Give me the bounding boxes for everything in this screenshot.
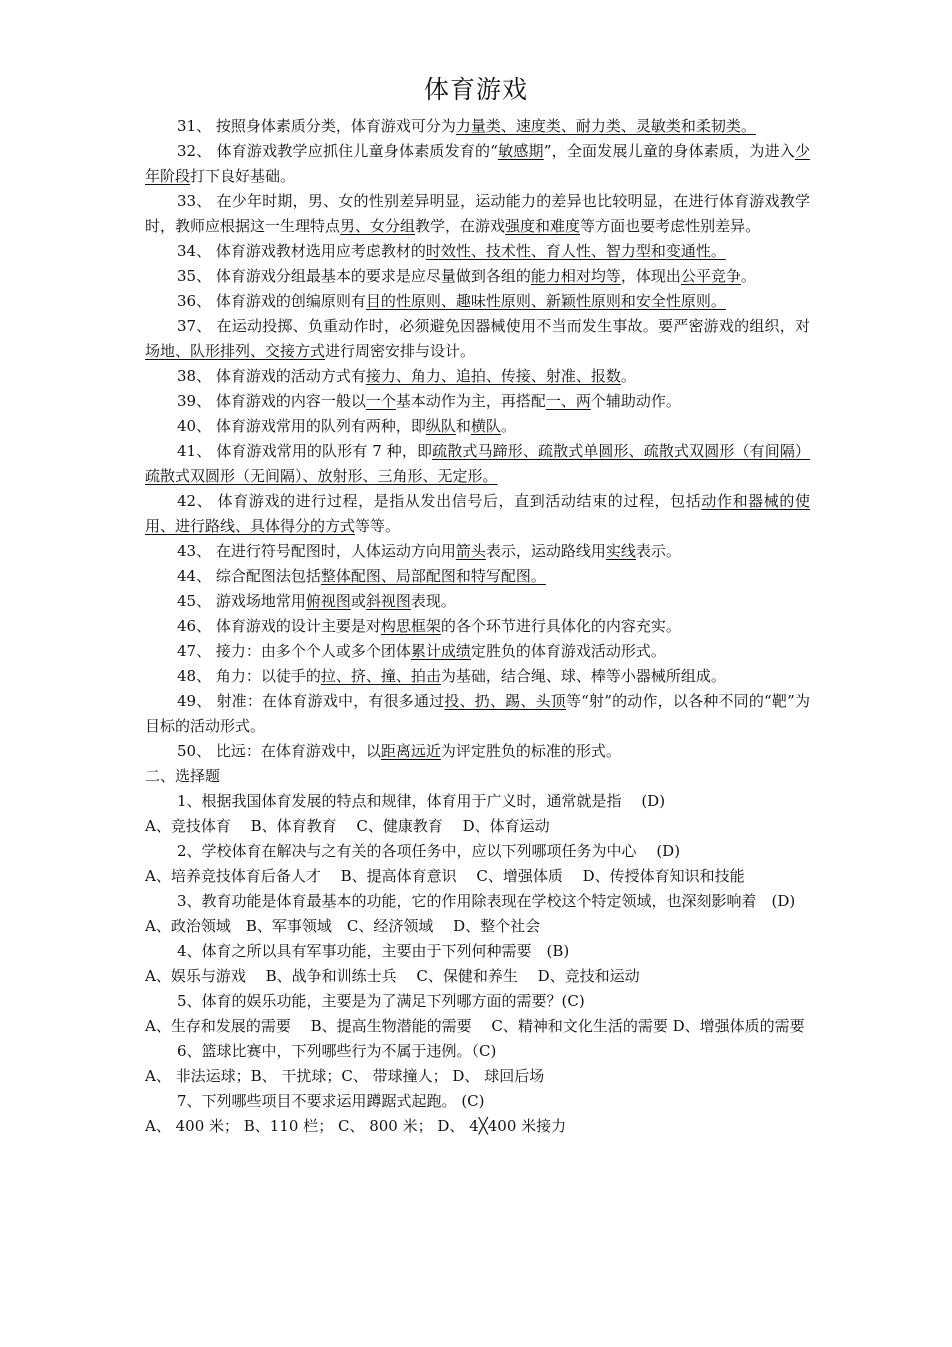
question-text: 为基础，结合绳、球、棒等小器械所组成。 bbox=[440, 667, 726, 685]
fill-question bbox=[145, 739, 810, 764]
question-text: 50、 比远：在体育游戏中，以 bbox=[177, 742, 381, 760]
question-text: 等等。 bbox=[355, 517, 401, 535]
fill-question bbox=[145, 189, 810, 239]
answer-text: 目的性原则、趣味性原则、新颖性原则和安全性原则。 bbox=[365, 292, 726, 310]
choice-question: 1、根据我国体育发展的特点和规律，体育用于广义时，通常就是指 (D) bbox=[177, 792, 666, 810]
choice-questions bbox=[145, 789, 810, 1139]
question-text: 表示，运动路线用 bbox=[485, 542, 606, 560]
fill-question bbox=[145, 539, 810, 564]
question-text: 37、 在运动投掷、负重动作时，必须避免因器械使用不当而发生事故。要严密游戏的组织，对 bbox=[177, 317, 810, 335]
fill-question bbox=[145, 564, 810, 589]
answer-text: 力量类、速度类、耐力类、灵敏类和柔韧类。 bbox=[455, 117, 756, 135]
answer-text: 拉、挤、撞、拍击 bbox=[320, 667, 441, 685]
answer-text: 接力、角力、追拍、传接、射准、报数 bbox=[365, 367, 621, 385]
choice-options: A、 400 米； B、110 栏； C、 800 米； D、 4╳400 米接力 bbox=[145, 1117, 567, 1135]
question-text: 。 bbox=[620, 367, 636, 385]
question-text: 31、 按照身体素质分类，体育游戏可分为 bbox=[177, 117, 456, 135]
question-text: 47、 接力：由多个个人或多个团体 bbox=[177, 642, 411, 660]
question-text: 40、 体育游戏常用的队列有两种，即 bbox=[177, 417, 426, 435]
question-text: 等方面也要考虑性别差异。 bbox=[580, 217, 761, 235]
answer-text: 累计成绩 bbox=[410, 642, 471, 660]
choice-question: 3、教育功能是体育最基本的功能，它的作用除表现在学校这个特定领域，也深刻影响着 (D) bbox=[177, 892, 796, 910]
choice-question: 7、下列哪些项目不要求运用蹲踞式起跑。 (C) bbox=[177, 1092, 485, 1110]
question-text: 表现。 bbox=[410, 592, 456, 610]
question-text: 34、 体育游戏教材选用应考虑教材的 bbox=[177, 242, 426, 260]
question-text: 教学，在游戏 bbox=[415, 217, 506, 235]
fill-question bbox=[145, 389, 810, 414]
answer-text: 公平竞争 bbox=[680, 267, 741, 285]
question-text: 49、 射准：在体育游戏中，有很多通过 bbox=[177, 692, 445, 710]
fill-question bbox=[145, 239, 810, 264]
fill-question bbox=[145, 664, 810, 689]
question-text: 38、 体育游戏的活动方式有 bbox=[177, 367, 366, 385]
fill-question bbox=[145, 314, 810, 364]
fill-question bbox=[145, 289, 810, 314]
choice-question: 6、篮球比赛中，下列哪些行为不属于违例。（C) bbox=[177, 1042, 497, 1060]
fill-question bbox=[145, 364, 810, 389]
question-text: 。 bbox=[500, 417, 516, 435]
document-body bbox=[145, 114, 810, 1139]
fill-question bbox=[145, 114, 810, 139]
question-text: 定胜负的体育游戏活动形式。 bbox=[470, 642, 666, 660]
question-text: 的各个环节进行具体化的内容充实。 bbox=[440, 617, 681, 635]
fill-question bbox=[145, 439, 810, 489]
question-text: 进行周密安排与设计。 bbox=[325, 342, 476, 360]
fill-question bbox=[145, 414, 810, 439]
answer-text: 纵队 bbox=[425, 417, 456, 435]
answer-text: 场地、队形排列、交接方式 bbox=[145, 342, 326, 360]
question-text: ，体现出 bbox=[620, 267, 681, 285]
answer-text: 男、女分组 bbox=[340, 217, 416, 235]
question-text: 42、 体育游戏的进行过程，是指从发出信号后，直到活动结束的过程，包括 bbox=[177, 492, 702, 510]
question-text: 和 bbox=[455, 417, 471, 435]
answer-text: 横队 bbox=[470, 417, 501, 435]
question-text: 39、 体育游戏的内容一般以 bbox=[177, 392, 366, 410]
question-text: 等“射”的动作，以各种不同的“靶”为目标的活动形式。 bbox=[145, 692, 810, 735]
choice-options: A、竞技体育 B、体育教育 C、健康教育 D、体育运动 bbox=[145, 817, 550, 835]
answer-text: 强度和难度 bbox=[505, 217, 581, 235]
question-text: 基本动作为主，再搭配 bbox=[395, 392, 546, 410]
fill-question bbox=[145, 614, 810, 639]
answer-text: 少年阶段 bbox=[145, 142, 810, 185]
question-text: 44、 综合配图法包括 bbox=[177, 567, 321, 585]
choice-question: 2、学校体育在解决与之有关的各项任务中，应以下列哪项任务为中心 (D) bbox=[177, 842, 681, 860]
fill-in-questions bbox=[145, 114, 810, 764]
answer-text: 斜视图 bbox=[365, 592, 411, 610]
choice-options: A、政治领域 B、军事领域 C、经济领域 D、整个社会 bbox=[145, 917, 541, 935]
fill-question bbox=[145, 264, 810, 289]
choice-question: 5、体育的娱乐功能，主要是为了满足下列哪方面的需要？(C) bbox=[177, 992, 585, 1010]
answer-text: 敏感期 bbox=[497, 142, 544, 160]
question-text: 表示。 bbox=[635, 542, 681, 560]
answer-text: 投、扔、踢、头顶 bbox=[444, 692, 566, 710]
answer-text: 构思框架 bbox=[380, 617, 441, 635]
page-title: 体育游戏 bbox=[423, 75, 528, 104]
question-text: 45、 游戏场地常用 bbox=[177, 592, 306, 610]
choice-options: A、娱乐与游戏 B、战争和训练士兵 C、保健和养生 D、竞技和运动 bbox=[145, 967, 640, 985]
question-text: ”，全面发展儿童的身体素质，为进入 bbox=[543, 142, 795, 160]
question-text: 32、 体育游戏教学应抓住儿童身体素质发育的“ bbox=[177, 142, 498, 160]
choice-question: 4、体育之所以具有军事功能，主要由于下列何种需要 (B) bbox=[177, 942, 570, 960]
question-text: 41、 体育游戏常用的队形有 7 种，即 bbox=[177, 442, 433, 460]
choice-options: A、培养竞技体育后备人才 B、提高体育意识 C、增强体质 D、传授体育知识和技能 bbox=[145, 867, 745, 885]
question-text: 43、 在进行符号配图时，人体运动方向用 bbox=[177, 542, 456, 560]
answer-text: 实线 bbox=[605, 542, 636, 560]
choice-options: A、生存和发展的需要 B、提高生物潜能的需要 C、精神和文化生活的需要 D、增强体质的需要 bbox=[145, 1017, 805, 1035]
answer-text: 一个 bbox=[365, 392, 396, 410]
question-text: 。 bbox=[740, 267, 756, 285]
fill-question bbox=[145, 689, 810, 739]
question-text: 打下良好基础。 bbox=[190, 167, 296, 185]
answer-text: 箭头 bbox=[455, 542, 486, 560]
fill-question bbox=[145, 489, 810, 539]
answer-text: 一、两 bbox=[545, 392, 591, 410]
answer-text: 距离远近 bbox=[380, 742, 441, 760]
answer-text: 俯视图 bbox=[305, 592, 351, 610]
answer-text: 动作和器械的使用、进行路线、具体得分的方式 bbox=[145, 492, 810, 535]
fill-question bbox=[145, 139, 810, 189]
section-title: 二、选择题 bbox=[145, 767, 221, 785]
question-text: 个辅助动作。 bbox=[590, 392, 681, 410]
question-text: 35、 体育游戏分组最基本的要求是应尽量做到各组的 bbox=[177, 267, 531, 285]
fill-question bbox=[145, 589, 810, 614]
question-text: 33、 在少年时期，男、女的性别差异明显，运动能力的差异也比较明显，在进行体育游戏教学时，教师应根据这一生理特点 bbox=[145, 192, 810, 235]
choice-options: A、 非法运球；B、 干扰球；C、 带球撞人； D、 球回后场 bbox=[145, 1067, 545, 1085]
answer-text: 时效性、技术性、育人性、智力型和变通性。 bbox=[425, 242, 726, 260]
question-text: 36、 体育游戏的创编原则有 bbox=[177, 292, 366, 310]
question-text: 48、 角力：以徒手的 bbox=[177, 667, 321, 685]
question-text: 或 bbox=[350, 592, 366, 610]
answer-text: 整体配图、局部配图和特写配图。 bbox=[320, 567, 546, 585]
question-text: 46、 体育游戏的设计主要是对 bbox=[177, 617, 381, 635]
answer-text: 能力相对均等 bbox=[530, 267, 621, 285]
question-text: 为评定胜负的标准的形式。 bbox=[440, 742, 621, 760]
answer-text: 疏散式马蹄形、疏散式单圆形、疏散式双圆形（有间隔）疏散式双圆形（无间隔）、放射形、三角形、无定形。 bbox=[145, 442, 810, 485]
fill-question bbox=[145, 639, 810, 664]
